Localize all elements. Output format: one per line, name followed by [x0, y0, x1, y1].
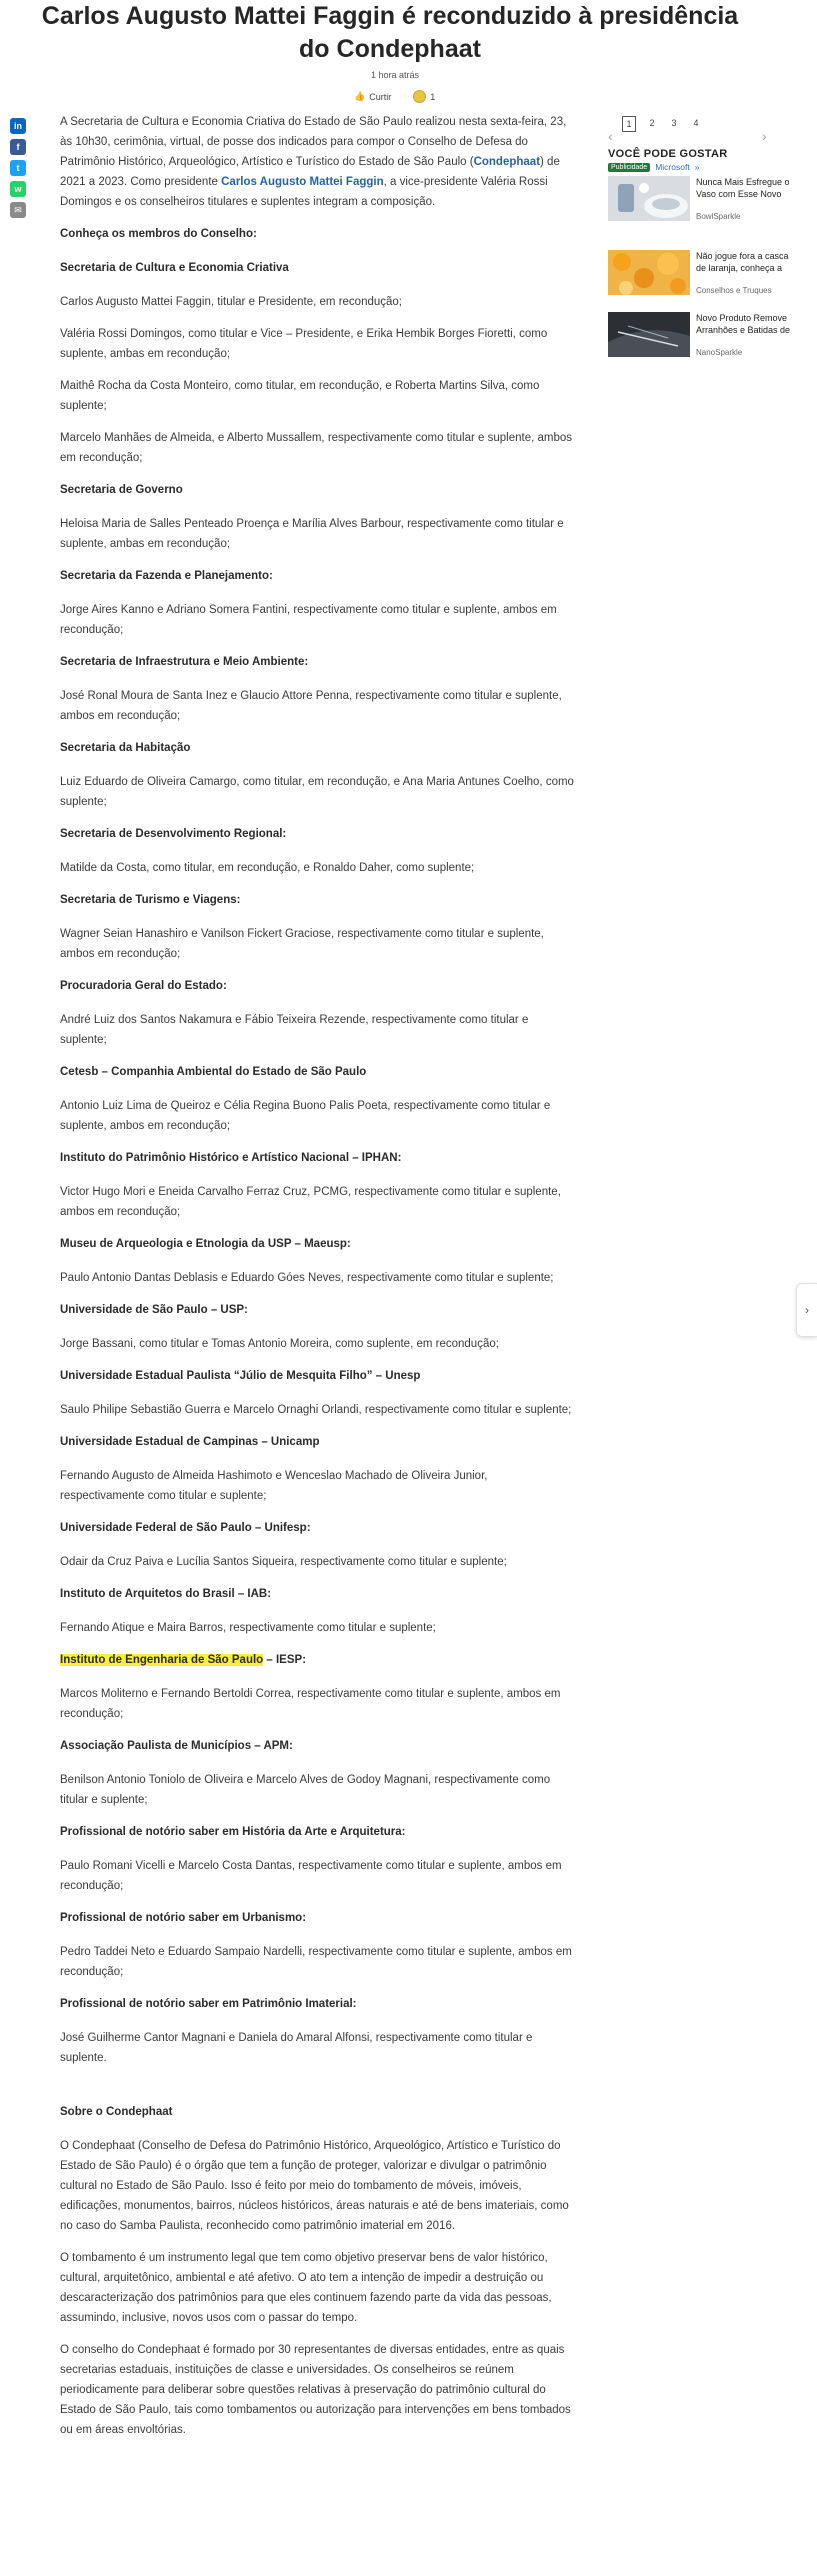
coin-count: 1 — [430, 91, 436, 102]
section-paragraph: Marcelo Manhães de Almeida, e Alberto Mussallem, respectivamente como titular e suplente, ambos em recondução; — [60, 432, 573, 464]
prev-arrow-icon[interactable]: ‹ — [608, 128, 613, 144]
section-heading: Profissional de notório saber em Urbanismo: — [60, 1912, 307, 1924]
section-heading: Universidade Estadual de Campinas – Unicamp — [60, 1436, 320, 1448]
about-paragraph: O Condephaat (Conselho de Defesa do Patrimônio Histórico, Arqueológico, Artístico e Turístico do Estado de São Paulo) é o órgão que tem a função de proteger, valorizar e divulgar o patrimônio cultural no Estado de São Paulo. Isso é feito por meio do tombamento de móveis, imóveis, edificações, monumentos, bairros, núcleos históricos, áreas naturais e até de bens imateriais, como no caso do Samba Paulista, reconhecido como patrimônio imaterial em 2016. — [60, 2140, 569, 2232]
section-paragraph: Jorge Aires Kanno e Adriano Somera Fantini, respectivamente como titular e suplente, ambos em recondução; — [60, 604, 557, 636]
section-heading: Secretaria da Fazenda e Planejamento: — [60, 570, 273, 582]
article-body — [60, 112, 575, 2452]
recommendation-source: NanoSparkle — [696, 348, 743, 357]
section-paragraph: Victor Hugo Mori e Eneida Carvalho Ferraz Cruz, PCMG, respectivamente como titular e suplente, ambos em recondução; — [60, 1186, 561, 1218]
intro-text: A Secretaria de Cultura e Economia Criativa do Estado de São Paulo realizou nesta sexta-feira, 23, às 10h30, cerimônia, virtual, de posse dos indicados para compor o Conselho de Defesa do Patrimônio Histórico, Arqueológico, Artístico e Turístico do Estado de São Paulo ( — [60, 116, 567, 168]
recommendation-card[interactable] — [608, 176, 798, 224]
section-paragraph: Fernando Atique e Maira Barros, respectivamente como titular e suplente; — [60, 1622, 436, 1634]
member-sections — [60, 258, 575, 1638]
section-heading: Secretaria de Infraestrutura e Meio Ambiente: — [60, 656, 309, 668]
members-heading: Conheça os membros do Conselho: — [60, 228, 257, 240]
section-heading — [60, 1650, 575, 1670]
section-paragraph: Carlos Augusto Mattei Faggin, titular e Presidente, em recondução; — [60, 296, 402, 308]
section-paragraph: Paulo Romani Vicelli e Marcelo Costa Dantas, respectivamente como titular e suplente, ambos em recondução; — [60, 1860, 562, 1892]
section-paragraph: Marcos Moliterno e Fernando Bertoldi Correa, respectivamente como titular e suplente, ambos em recondução; — [60, 1688, 561, 1720]
intro-paragraph — [60, 112, 575, 212]
facebook-share-icon[interactable]: f — [10, 139, 26, 155]
coin-icon — [413, 90, 426, 103]
pager-page[interactable]: 1 — [622, 116, 636, 132]
section-paragraph: Wagner Seian Hanashiro e Vanilson Fickert Graciose, respectivamente como titular e suplente, ambos em recondução; — [60, 928, 544, 960]
recommendation-source: BowlSparkle — [696, 212, 741, 221]
section-paragraph: José Guilherme Cantor Magnani e Daniela do Amaral Alfonsi, respectivamente como titular e suplente. — [60, 2032, 533, 2064]
about-paragraph: O tombamento é um instrumento legal que tem como objetivo preservar bens de valor histórico, cultural, arquitetônico, ambiental e até afetivo. O ato tem a intenção de impedir a destruição ou descaracterização dos patrimônios para que eles continuem fazendo parte da vida das pessoas, assumindo, inclusive, novos usos com o passar do tempo. — [60, 2252, 552, 2324]
section-paragraph: Valéria Rossi Domingos, como titular e Vice – Presidente, e Erika Hembik Borges Fioretti, como suplente, ambas em recondução; — [60, 328, 548, 360]
president-link[interactable]: Carlos Augusto Mattei Faggin — [221, 176, 384, 188]
section-heading: Secretaria de Turismo e Viagens: — [60, 894, 241, 906]
intro-text: , a vice-presidente Valéria Rossi Domingos e os conselheiros titulares e suplentes integram a composição. — [60, 176, 548, 208]
whatsapp-share-icon[interactable]: w — [10, 181, 26, 197]
section-paragraph: José Ronal Moura de Santa Inez e Glaucio Attore Penna, respectivamente como titular e suplente, ambos em recondução; — [60, 690, 562, 722]
condephaat-link[interactable]: Condephaat — [473, 156, 541, 168]
section-heading: Profissional de notório saber em História da Arte e Arquitetura: — [60, 1826, 406, 1838]
reactions-bar — [354, 90, 435, 103]
heading-suffix: – IESP: — [263, 1654, 307, 1666]
double-chevron-icon: » — [694, 162, 700, 172]
section-paragraph: Saulo Philipe Sebastião Guerra e Marcelo Ornaghi Orlandi, respectivamente como titular e suplente; — [60, 1404, 572, 1416]
section-paragraph: Benilson Antonio Toniolo de Oliveira e Marcelo Alves de Godoy Magnani, respectivamente como titular e suplente; — [60, 1774, 551, 1806]
about-section — [60, 2136, 575, 2440]
section-heading: Museu de Arqueologia e Etnologia da USP – Maeusp: — [60, 1238, 351, 1250]
pager-page[interactable]: 4 — [693, 118, 699, 128]
publish-time: 1 hora atrás — [370, 70, 420, 80]
section-heading: Secretaria da Habitação — [60, 742, 191, 754]
sponsor-line — [608, 162, 699, 172]
linkedin-share-icon[interactable]: in — [10, 118, 26, 134]
section-paragraph: Pedro Taddei Neto e Eduardo Sampaio Nardelli, respectivamente como titular e suplente, ambos em recondução; — [60, 1946, 572, 1978]
member-sections-2 — [60, 1736, 575, 2068]
share-bar — [10, 118, 28, 223]
recommendation-title: Novo Produto Remove Arranhões e Batidas de — [696, 313, 791, 335]
thumbnail-orange-peels — [608, 250, 690, 295]
section-paragraph: Heloisa Maria de Salles Penteado Proença e Marília Alves Barbour, respectivamente como titular e suplente, ambas em recondução; — [60, 518, 564, 550]
section-paragraph: Odair da Cruz Paiva e Lucília Santos Siqueira, respectivamente como titular e suplente; — [60, 1556, 507, 1568]
like-button[interactable] — [354, 91, 391, 102]
recommendation-card[interactable] — [608, 250, 798, 298]
email-share-icon[interactable]: ✉ — [10, 202, 26, 218]
next-article-tab[interactable] — [796, 1283, 817, 1337]
thumbnail-car-scratch — [608, 312, 690, 357]
recommendation-source: Conselhos e Truques — [696, 286, 772, 295]
section-paragraph: Jorge Bassani, como titular e Tomas Antonio Moreira, como suplente, em recondução; — [60, 1338, 499, 1350]
coin-reaction[interactable] — [413, 90, 435, 103]
section-heading: Profissional de notório saber em Patrimônio Imaterial: — [60, 1998, 357, 2010]
twitter-share-icon[interactable]: t — [10, 160, 26, 176]
section-heading: Secretaria de Cultura e Economia Criativa — [60, 262, 289, 274]
section-heading: Universidade Estadual Paulista “Júlio de Mesquita Filho” – Unesp — [60, 1370, 421, 1382]
section-paragraph: Fernando Augusto de Almeida Hashimoto e Wenceslao Machado de Oliveira Junior, respectivamente como titular e suplente; — [60, 1470, 488, 1502]
section-paragraph: Antonio Luiz Lima de Queiroz e Célia Regina Buono Palis Poeta, respectivamente como titular e suplente, ambos em recondução; — [60, 1100, 551, 1132]
recommendation-title: Nunca Mais Esfregue o Vaso com Esse Novo — [696, 177, 790, 199]
section-heading: Cetesb – Companhia Ambiental do Estado de São Paulo — [60, 1066, 367, 1078]
pager-page[interactable]: 3 — [671, 118, 677, 128]
section-heading: Instituto do Patrimônio Histórico e Artístico Nacional – IPHAN: — [60, 1152, 402, 1164]
highlighted-text: Instituto de Engenharia de São Paulo — [60, 1654, 264, 1666]
section-heading: Secretaria de Governo — [60, 484, 183, 496]
section-paragraph: Luiz Eduardo de Oliveira Camargo, como titular, em recondução, e Ana Maria Antunes Coelho, como suplente; — [60, 776, 574, 808]
ad-badge: Publicidade — [608, 163, 650, 172]
section-heading: Procuradoria Geral do Estado: — [60, 980, 227, 992]
section-paragraph: Matilde da Costa, como titular, em recondução, e Ronaldo Daher, como suplente; — [60, 862, 475, 874]
thumbnail-toilet-cleaning — [608, 176, 690, 221]
page-title: Carlos Augusto Mattei Faggin é reconduzido à presidência do Condephaat — [41, 2, 739, 63]
recommendation-title: Não jogue fora a casca de laranja, conheça a — [696, 251, 789, 273]
section-heading: Secretaria de Desenvolvimento Regional: — [60, 828, 287, 840]
section-paragraph: Maithê Rocha da Costa Monteiro, como titular, em recondução, e Roberta Martins Silva, como suplente; — [60, 380, 540, 412]
section-heading: Instituto de Arquitetos do Brasil – IAB: — [60, 1588, 272, 1600]
pager-page[interactable]: 2 — [649, 118, 655, 128]
section-paragraph: André Luiz dos Santos Nakamura e Fábio Teixeira Rezende, respectivamente como titular e suplente; — [60, 1014, 529, 1046]
about-heading: Sobre o Condephaat — [60, 2106, 173, 2118]
chevron-right-icon: › — [805, 1303, 809, 1317]
sponsor-name[interactable]: Microsoft — [655, 162, 690, 172]
carousel-pager — [622, 116, 702, 132]
section-heading: Universidade Federal de São Paulo – Unifesp: — [60, 1522, 311, 1534]
like-label: Curtir — [369, 91, 392, 102]
about-paragraph: O conselho do Condephaat é formado por 30 representantes de diversas entidades, entre as quais secretarias estaduais, instituições de classe e universidades. Os conselheiros se reúnem periodicamente para deliberar sobre questões relativas à preservação do patrimônio cultural do Estado de São Paulo, tais como tombamentos ou autorização para intervenções em bens tombados ou em áreas envoltórias. — [60, 2344, 571, 2436]
sidebar-title: VOCÊ PODE GOSTAR — [608, 148, 728, 160]
section-paragraph: Paulo Antonio Dantas Deblasis e Eduardo Góes Neves, respectivamente como titular e suplente; — [60, 1272, 554, 1284]
recommendation-card[interactable] — [608, 312, 798, 360]
intro-text: ) de 2021 a 2023. Como presidente — [60, 156, 560, 188]
thumbs-up-icon: 👍 — [354, 91, 366, 101]
next-arrow-icon[interactable]: › — [762, 128, 767, 144]
section-heading: Associação Paulista de Municípios – APM: — [60, 1740, 293, 1752]
section-heading: Universidade de São Paulo – USP: — [60, 1304, 248, 1316]
